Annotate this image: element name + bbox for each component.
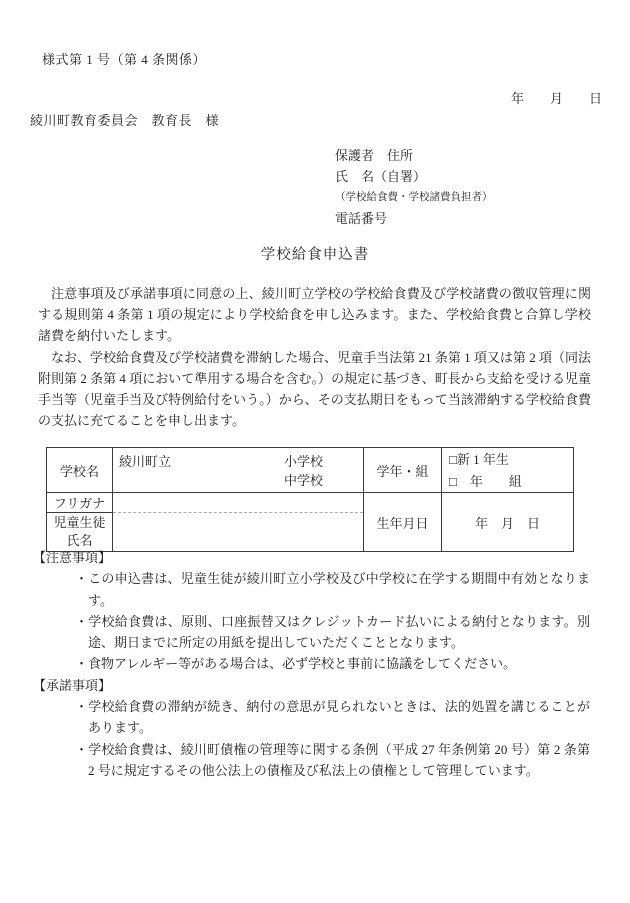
consent-item: ・学校給食費の滞納が続き、納付の意思が見られないときは、法的処置を講じることがあります。 [75,699,590,736]
student-info-table [46,447,574,552]
furigana-label-cell: フリガナ [47,493,113,513]
student-label-line1: 児童生徒 [53,515,106,530]
student-name-input-cell [113,513,364,552]
grade-checkbox-new-first-grader: □新 1 年生 [449,452,509,467]
notes-heading: 【注意事項】 [33,550,112,565]
grade-class-input-cell [442,448,574,493]
date-line: 年 月 日 [510,91,602,106]
student-name-label-cell [47,513,113,552]
elementary-school-option: 小学校 [283,454,323,469]
phone-label: 電話番号 [335,211,388,226]
school-name-input-cell [113,448,364,493]
table-row-school [47,448,574,493]
consent-item: ・学校給食費は、綾川町債権の管理等に関する条例（平成 27 年条例第 20 号）第 2 条第 2 号に規定するその他公法上の債権及び私法上の債権として管理しています。 [75,741,590,778]
grade-class-label-cell: 学年・組 [364,448,442,493]
junior-high-school-option: 中学校 [283,473,323,488]
school-name-label-cell: 学校名 [47,448,113,493]
notes-item: ・学校給食費は、原則、口座振替又はクレジットカード払いによる納付となります。別途、期日までに所定の用紙を提出していただくこととなります。 [75,613,590,651]
school-prefix-label: 綾川町立 [119,454,172,469]
notes-item: ・食物アレルギー等がある場合は、必ず学校と事前に協議をしてください。 [75,656,517,672]
document-title: 学校給食申込書 [260,247,370,263]
applicant-block [335,145,493,229]
guardian-address-label: 保護者 住所 [335,148,414,163]
addressee: 綾川町教育委員会 教育長 様 [30,113,220,128]
name-signature-label: 氏 名（自署） [335,169,427,184]
birthdate-value-cell: 年 月 日 [442,493,574,552]
consent-heading: 【承諾事項】 [33,677,112,693]
table-row-furigana [47,493,574,513]
birthdate-label-cell: 生年月日 [364,493,442,552]
body-paragraph-1: 注意事項及び承諾事項に同意の上、綾川町立学校の学校給食費及び学校諸費の徴収管理に関する規則第 4 条第 1 項の規定により学校給食を申し込みます。また、学校給食費と合算し学校諸費を納付いたします。 [38,286,591,344]
student-label-line2: 氏名 [66,533,93,548]
body-text [38,283,591,431]
furigana-input-cell [113,493,364,513]
notes-and-consent [33,547,590,781]
notes-item: ・この申込書は、児童生徒が綾川町立小学校及び中学校に在学する期間中有効となります。 [75,571,590,608]
payer-note: （学校給食費・学校諸費負担者） [335,192,493,203]
form-number: 様式第 1 号（第 4 条関係） [42,52,207,67]
body-paragraph-2: なお、学校給食費及び学校諸費を滞納した場合、児童手当法第 21 条第 1 項又は第 2 項（同法附則第 2 条第 4 項において準用する場合を含む。）の規定に基づき、町長から支給を受ける児童手当等（児童手当及び特例給付をいう。）から、その支払期日をもって当該滞納する学校給食費の支払に充てることを申し出ます。 [38,349,591,429]
grade-checkbox-year-class: □ 年 組 [449,474,522,489]
